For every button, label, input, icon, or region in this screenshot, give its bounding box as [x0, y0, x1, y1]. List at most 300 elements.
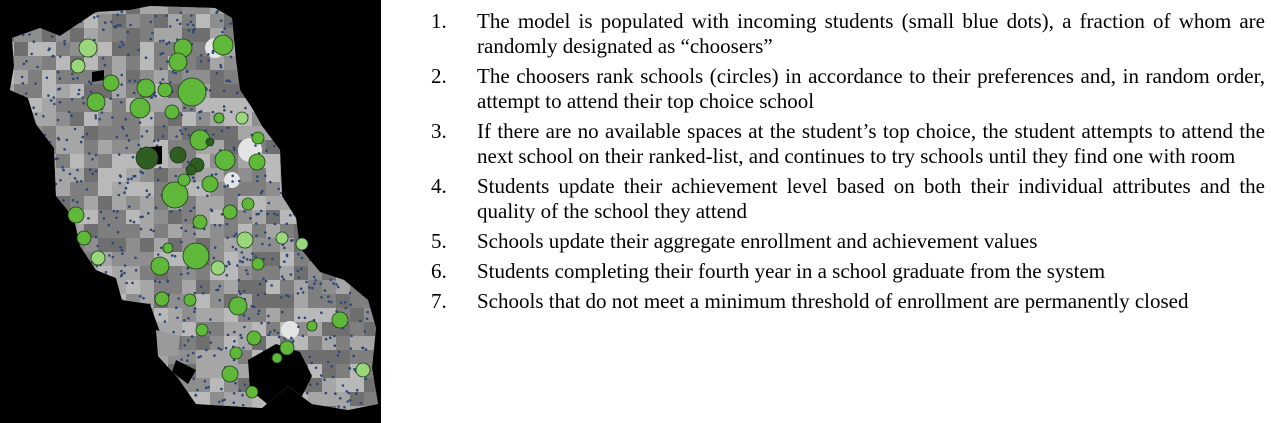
student-dot: [273, 145, 276, 148]
student-dot: [95, 154, 98, 157]
student-dot: [195, 394, 198, 397]
student-dot: [25, 92, 28, 95]
student-dot: [240, 337, 243, 340]
student-dot: [116, 24, 119, 27]
student-dot: [278, 336, 281, 339]
tract-cell: [98, 140, 112, 154]
student-dot: [320, 282, 323, 285]
tract-cell: [294, 308, 308, 322]
tract-cell: [210, 308, 224, 322]
student-dot: [331, 365, 334, 368]
step-text: If there are no available spaces at the student’s top choice, the student attempts to attend the next school on their ranked-list, and continues to try schools until they find one with room: [477, 119, 1265, 168]
tract-cell: [126, 70, 140, 84]
tract-cell: [28, 84, 42, 98]
student-dot: [193, 310, 196, 313]
student-dot: [364, 330, 367, 333]
school-circle: [211, 261, 225, 275]
student-dot: [226, 184, 229, 187]
student-dot: [159, 40, 162, 43]
student-dot: [139, 295, 142, 298]
tract-cell: [322, 280, 336, 294]
school-circle: [206, 138, 214, 146]
student-dot: [104, 64, 107, 67]
student-dot: [157, 179, 160, 182]
step-number: 5.: [431, 229, 447, 253]
student-dot: [249, 259, 252, 262]
student-dot: [116, 13, 119, 16]
student-dot: [213, 257, 216, 260]
student-dot: [86, 133, 89, 136]
student-dot: [88, 152, 91, 155]
tract-cell: [112, 28, 126, 42]
student-dot: [175, 306, 178, 309]
school-circle: [236, 112, 248, 124]
student-dot: [128, 139, 131, 142]
student-dot: [146, 130, 149, 133]
student-dot: [302, 291, 305, 294]
school-circle: [214, 113, 224, 123]
school-circle: [222, 366, 238, 382]
student-dot: [335, 283, 338, 286]
student-dot: [193, 233, 196, 236]
tract-cell: [266, 210, 280, 224]
student-dot: [204, 380, 207, 383]
tract-cell: [56, 98, 70, 112]
student-dot: [100, 211, 103, 214]
student-dot: [119, 182, 122, 185]
student-dot: [187, 272, 190, 275]
student-dot: [168, 41, 171, 44]
student-dot: [241, 251, 244, 254]
student-dot: [147, 212, 150, 215]
student-dot: [151, 32, 154, 35]
tract-cell: [154, 126, 168, 140]
student-dot: [349, 292, 352, 295]
tract-cell: [140, 224, 154, 238]
student-dot: [356, 389, 359, 392]
student-dot: [239, 260, 242, 263]
school-circle: [229, 297, 247, 315]
student-dot: [125, 282, 128, 285]
tract-cell: [168, 294, 182, 308]
student-dot: [175, 135, 178, 138]
student-dot: [306, 392, 309, 395]
tract-cell: [28, 56, 42, 70]
student-dot: [243, 290, 246, 293]
tract-cell: [126, 224, 140, 238]
student-dot: [273, 329, 276, 332]
school-circle: [87, 93, 105, 111]
tract-cell: [126, 196, 140, 210]
student-dot: [231, 180, 234, 183]
student-dot: [290, 273, 293, 276]
tract-cell: [182, 322, 196, 336]
student-dot: [246, 273, 249, 276]
student-dot: [313, 276, 316, 279]
student-dot: [233, 235, 236, 238]
tract-cell: [224, 224, 238, 238]
student-dot: [255, 222, 258, 225]
student-dot: [229, 22, 232, 25]
school-circle: [178, 174, 190, 186]
student-dot: [111, 242, 114, 245]
student-dot: [261, 243, 264, 246]
student-dot: [116, 136, 119, 139]
student-dot: [283, 260, 286, 263]
tract-cell: [280, 308, 294, 322]
student-dot: [320, 296, 323, 299]
student-dot: [337, 354, 340, 357]
student-dot: [32, 106, 35, 109]
student-dot: [120, 74, 123, 77]
student-dot: [215, 289, 218, 292]
student-dot: [242, 404, 245, 407]
student-dot: [91, 158, 94, 161]
student-dot: [297, 253, 300, 256]
student-dot: [126, 31, 129, 34]
student-dot: [221, 31, 224, 34]
school-circle: [296, 238, 308, 250]
step-item-4: [425, 174, 1265, 224]
student-dot: [260, 210, 263, 213]
school-circle: [356, 363, 370, 377]
tract-cell: [98, 56, 112, 70]
student-dot: [234, 382, 237, 385]
student-dot: [226, 223, 229, 226]
student-dot: [70, 115, 73, 118]
tract-cell: [196, 336, 210, 350]
student-dot: [286, 223, 289, 226]
student-dot: [335, 310, 338, 313]
student-dot: [227, 334, 230, 337]
student-dot: [255, 234, 258, 237]
student-dot: [190, 21, 193, 24]
tract-cell: [56, 42, 70, 56]
student-dot: [192, 29, 195, 32]
student-dot: [283, 337, 286, 340]
tract-cell: [168, 224, 182, 238]
student-dot: [89, 168, 92, 171]
tract-cell: [126, 266, 140, 280]
student-dot: [256, 175, 259, 178]
student-dot: [255, 213, 258, 216]
student-dot: [125, 118, 128, 121]
tract-cell: [224, 322, 238, 336]
student-dot: [93, 16, 96, 19]
student-dot: [21, 76, 24, 79]
student-dot: [308, 356, 311, 359]
student-dot: [140, 228, 143, 231]
student-dot: [349, 399, 352, 402]
student-dot: [57, 71, 60, 74]
student-dot: [257, 294, 260, 297]
student-dot: [135, 269, 138, 272]
student-dot: [200, 110, 203, 113]
student-dot: [239, 293, 242, 296]
student-dot: [281, 275, 284, 278]
student-dot: [365, 348, 368, 351]
student-dot: [283, 247, 286, 250]
student-dot: [197, 356, 200, 359]
student-dot: [245, 269, 248, 272]
student-dot: [230, 56, 233, 59]
student-dot: [186, 359, 189, 362]
tract-cell: [350, 322, 364, 336]
student-dot: [223, 90, 226, 93]
student-dot: [328, 300, 331, 303]
student-dot: [244, 107, 247, 110]
student-dot: [286, 254, 289, 257]
student-dot: [110, 21, 113, 24]
student-dot: [150, 38, 153, 41]
student-dot: [116, 210, 119, 213]
student-dot: [233, 146, 236, 149]
tract-cell: [168, 252, 182, 266]
tract-cell: [56, 140, 70, 154]
tract-cell: [84, 140, 98, 154]
student-dot: [221, 130, 224, 133]
student-dot: [213, 354, 216, 357]
student-dot: [232, 246, 235, 249]
student-dot: [180, 358, 183, 361]
tract-cell: [126, 238, 140, 252]
student-dot: [169, 25, 172, 28]
tract-cell: [308, 294, 322, 308]
school-circle: [103, 75, 119, 91]
student-dot: [333, 335, 336, 338]
student-dot: [66, 139, 69, 142]
school-circle: [77, 231, 91, 245]
student-dot: [320, 311, 323, 314]
student-dot: [61, 166, 64, 169]
student-dot: [68, 111, 71, 114]
tract-cell: [140, 280, 154, 294]
step-item-5: [425, 229, 1265, 254]
student-dot: [206, 195, 209, 198]
tract-cell: [112, 196, 126, 210]
school-circle: [91, 251, 105, 265]
student-dot: [177, 297, 180, 300]
student-dot: [53, 103, 56, 106]
tract-cell: [210, 392, 224, 406]
student-dot: [345, 307, 348, 310]
student-dot: [309, 384, 312, 387]
student-dot: [212, 51, 215, 54]
student-dot: [217, 347, 220, 350]
tract-cell: [294, 336, 308, 350]
student-dot: [185, 230, 188, 233]
tract-cell: [154, 210, 168, 224]
student-dot: [269, 331, 272, 334]
student-dot: [180, 273, 183, 276]
student-dot: [183, 344, 186, 347]
student-dot: [337, 286, 340, 289]
student-dot: [339, 397, 342, 400]
student-dot: [332, 282, 335, 285]
student-dot: [223, 27, 226, 30]
student-dot: [121, 252, 124, 255]
tract-cell: [210, 350, 224, 364]
school-circle: [178, 78, 206, 106]
student-dot: [268, 237, 271, 240]
tract-cell: [224, 126, 238, 140]
student-dot: [48, 47, 51, 50]
student-dot: [36, 66, 39, 69]
student-dot: [199, 117, 202, 120]
light-patch: [281, 321, 299, 339]
tract-cell: [168, 308, 182, 322]
student-dot: [267, 315, 270, 318]
school-circle: [202, 176, 218, 192]
student-dot: [241, 261, 244, 264]
tract-cell: [336, 364, 350, 378]
step-text: Students completing their fourth year in a school graduate from the system: [477, 259, 1106, 283]
student-dot: [325, 392, 328, 395]
tract-cell: [182, 336, 196, 350]
school-circle: [237, 232, 253, 248]
student-dot: [227, 127, 230, 130]
student-dot: [214, 246, 217, 249]
tract-cell: [210, 196, 224, 210]
student-dot: [92, 172, 95, 175]
student-dot: [258, 309, 261, 312]
step-number: 4.: [431, 174, 447, 198]
student-dot: [104, 21, 107, 24]
student-dot: [349, 303, 352, 306]
student-dot: [353, 368, 356, 371]
student-dot: [76, 180, 79, 183]
tract-cell: [224, 98, 238, 112]
student-dot: [263, 258, 266, 261]
student-dot: [264, 292, 267, 295]
step-text: The choosers rank schools (circles) in accordance to their preferences and, in random order, attempt to attend their top choice school: [477, 64, 1265, 113]
student-dot: [95, 170, 98, 173]
tract-cell: [364, 392, 378, 406]
student-dot: [196, 389, 199, 392]
tract-cell: [252, 182, 266, 196]
student-dot: [207, 59, 210, 62]
student-dot: [62, 169, 65, 172]
student-dot: [102, 28, 105, 31]
student-dot: [297, 270, 300, 273]
student-dot: [215, 11, 218, 14]
student-dot: [167, 280, 170, 283]
student-dot: [179, 129, 182, 132]
student-dot: [142, 172, 145, 175]
student-dot: [59, 179, 62, 182]
model-steps-list: [425, 9, 1265, 323]
student-dot: [59, 101, 62, 104]
school-circle: [163, 243, 173, 253]
tract-cell: [210, 280, 224, 294]
student-dot: [315, 367, 318, 370]
student-dot: [187, 23, 190, 26]
step-number: 1.: [431, 9, 447, 33]
tract-cell: [308, 336, 322, 350]
step-text: Schools that do not meet a minimum threshold of enrollment are permanently closed: [477, 289, 1189, 313]
student-dot: [134, 80, 137, 83]
student-dot: [239, 389, 242, 392]
student-dot: [233, 340, 236, 343]
student-dot: [159, 166, 162, 169]
student-dot: [186, 71, 189, 74]
student-dot: [251, 305, 254, 308]
student-dot: [225, 265, 228, 268]
step-text: Schools update their aggregate enrollment and achievement values: [477, 229, 1038, 253]
tract-cell: [210, 322, 224, 336]
student-dot: [150, 21, 153, 24]
tract-cell: [126, 14, 140, 28]
tract-cell: [126, 56, 140, 70]
student-dot: [332, 376, 335, 379]
student-dot: [34, 82, 37, 85]
student-dot: [130, 177, 133, 180]
tract-cell: [196, 364, 210, 378]
student-dot: [355, 392, 358, 395]
student-dot: [111, 116, 114, 119]
student-dot: [297, 292, 300, 295]
student-dot: [121, 41, 124, 44]
school-circle: [193, 215, 207, 229]
tract-cell: [182, 280, 196, 294]
student-dot: [251, 252, 254, 255]
student-dot: [304, 317, 307, 320]
student-dot: [121, 126, 124, 129]
city-map-panel: [0, 0, 381, 423]
student-dot: [128, 80, 131, 83]
student-dot: [242, 256, 245, 259]
student-dot: [264, 231, 267, 234]
student-dot: [215, 173, 218, 176]
student-dot: [53, 96, 56, 99]
tract-cell: [56, 154, 70, 168]
student-dot: [98, 118, 101, 121]
student-dot: [226, 236, 229, 239]
student-dot: [172, 331, 175, 334]
student-dot: [290, 239, 293, 242]
student-dot: [154, 280, 157, 283]
student-dot: [187, 161, 190, 164]
student-dot: [152, 230, 155, 233]
student-dot: [157, 253, 160, 256]
student-dot: [337, 405, 340, 408]
tract-cell: [98, 42, 112, 56]
tract-cell: [140, 14, 154, 28]
tract-cell: [210, 238, 224, 252]
student-dot: [127, 54, 130, 57]
student-dot: [63, 43, 66, 46]
student-dot: [308, 286, 311, 289]
tract-cell: [126, 182, 140, 196]
student-dot: [184, 219, 187, 222]
student-dot: [212, 133, 215, 136]
student-dot: [23, 63, 26, 66]
student-dot: [162, 135, 165, 138]
student-dot: [90, 82, 93, 85]
student-dot: [88, 81, 91, 84]
tract-cell: [196, 28, 210, 42]
student-dot: [159, 313, 162, 316]
student-dot: [300, 268, 303, 271]
student-dot: [121, 249, 124, 252]
tract-cell: [294, 294, 308, 308]
student-dot: [183, 107, 186, 110]
student-dot: [359, 320, 362, 323]
tract-cell: [84, 56, 98, 70]
student-dot: [209, 89, 212, 92]
student-dot: [327, 295, 330, 298]
student-dot: [202, 292, 205, 295]
